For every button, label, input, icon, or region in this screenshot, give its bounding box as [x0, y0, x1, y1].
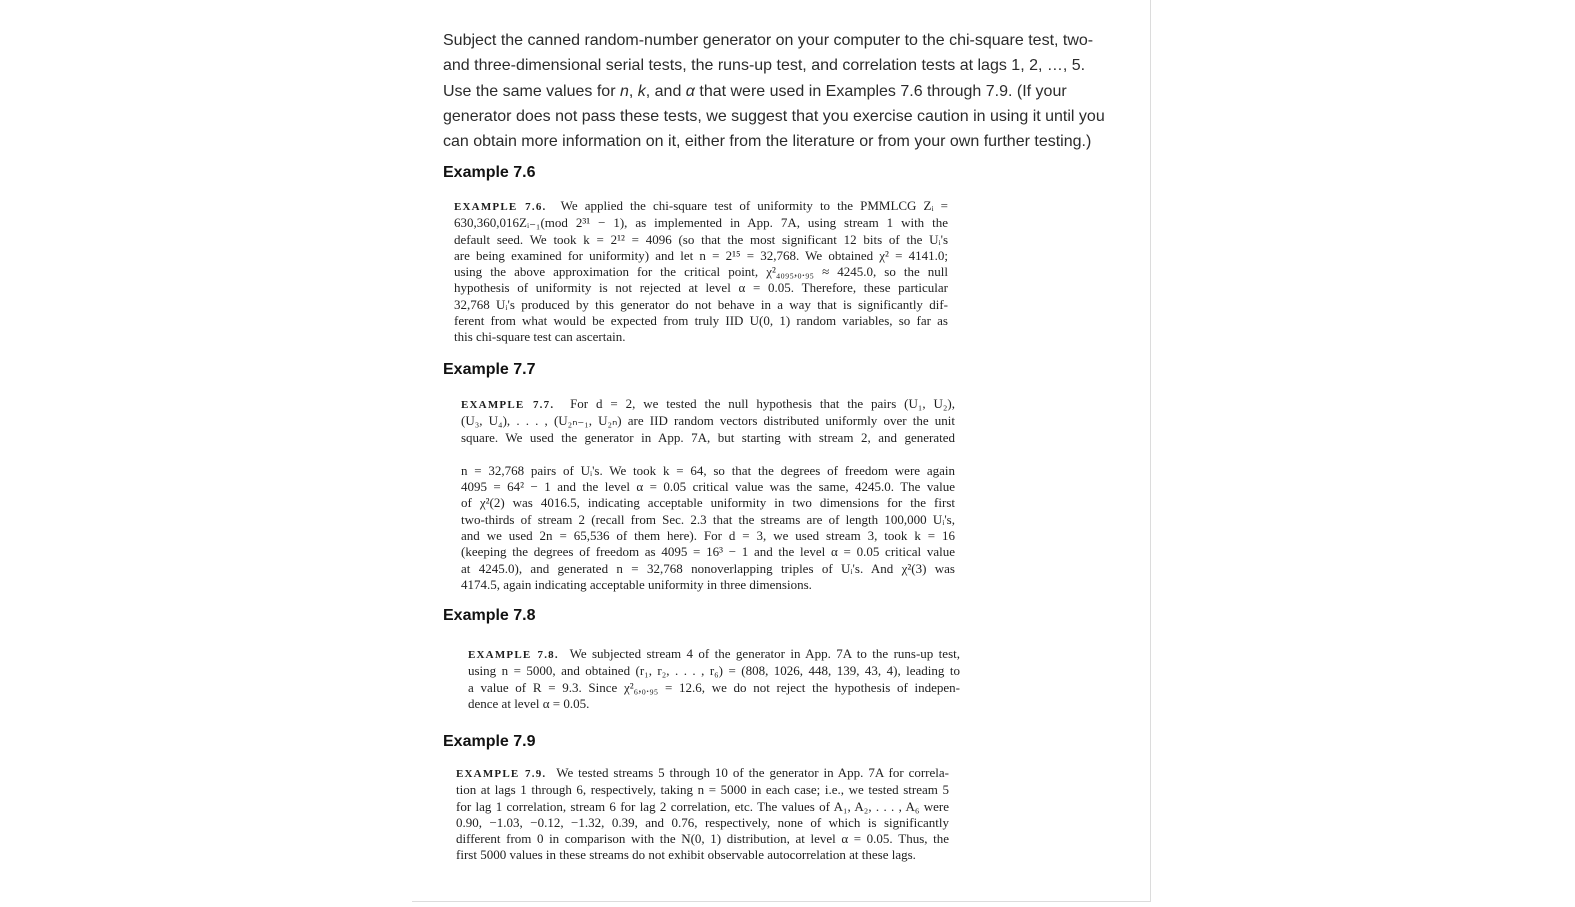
excerpt-line: 32,768 Uᵢ's produced by this generator do not behave in a way that is significantly dif- — [454, 296, 948, 312]
example-7-9-heading: Example 7.9 — [443, 733, 536, 750]
excerpt-line: n = 32,768 pairs of Uᵢ's. We took k = 64, so that the degrees of freedom were again — [461, 462, 955, 478]
excerpt-line: this chi-square test can ascertain. — [454, 329, 626, 345]
example-7-6-excerpt — [454, 198, 948, 346]
excerpt-line: 4174.5, again indicating acceptable uniformity in three dimensions. — [461, 576, 812, 592]
excerpt-line: (keeping the degrees of freedom as 4095 = 16³ − 1 and the level α = 0.05 critical value — [461, 544, 955, 560]
excerpt-line: of χ²(2) was 4016.5, indicating acceptable uniformity in two dimensions for the first — [461, 495, 955, 511]
excerpt-line: for lag 1 correlation, stream 6 for lag 2 correlation, etc. The values of A₁, A₂, . . . , A₆ were — [456, 798, 949, 814]
excerpt-line: first 5000 values in these streams do not exhibit observable autocorrelation at these lags. — [456, 847, 916, 863]
excerpt-line: are being examined for uniformity) and let n = 2¹⁵ = 32,768. We obtained χ² = 4141.0; — [454, 247, 948, 263]
excerpt-line: tion at lags 1 through 6, respectively, taking n = 5000 in each case; i.e., we tested stream 5 — [456, 782, 949, 798]
excerpt-line: dence at level α = 0.05. — [468, 695, 590, 711]
excerpt-line: (U₃, U₄), . . . , (U₂ₙ₋₁, U₂ₙ) are IID random vectors distributed uniformly over the unit — [461, 413, 955, 429]
example-7-7-heading: Example 7.7 — [443, 361, 536, 378]
excerpt-line: a value of R = 9.3. Since χ²₆,₀.₉₅ = 12.6, we do not reject the hypothesis of indepen- — [468, 679, 960, 695]
excerpt-line: square. We used the generator in App. 7A, but starting with stream 2, and generated — [461, 429, 955, 445]
example-7-7-excerpt — [461, 396, 955, 593]
excerpt-line: EXAMPLE 7.7. For d = 2, we tested the null hypothesis that the pairs (U₁, U₂), — [461, 396, 956, 411]
excerpt-line: different from 0 in comparison with the N(0, 1) distribution, at level α = 0.05. Thus, the — [456, 831, 949, 847]
excerpt-line: using n = 5000, and obtained (r₁, r₂, . . . , r₆) = (808, 1026, 448, 139, 43, 4), leading to — [468, 663, 960, 679]
excerpt-line: 4095 = 64² − 1 and the level α = 0.05 critical value was the same, 4245.0. The value — [461, 479, 955, 495]
excerpt-line: 0.90, −1.03, −0.12, −1.32, 0.39, and 0.76, respectively, none of which is significantly — [456, 814, 949, 830]
excerpt-line: EXAMPLE 7.8. We subjected stream 4 of the generator in App. 7A to the runs-up test, — [468, 646, 960, 661]
example-7-8-heading: Example 7.8 — [443, 607, 536, 624]
example-7-9-excerpt — [456, 765, 949, 864]
excerpt-line: ferent from what would be expected from truly IID U(0, 1) random variables, so far as — [454, 313, 948, 329]
example-7-8-excerpt — [468, 646, 960, 712]
excerpt-line: two-thirds of stream 2 (recall from Sec. 2.3 that the streams are of length 100,000 Uᵢ's, — [461, 511, 955, 527]
exercise-text: Subject the canned random-number generator on your computer to the chi-square test, two-and three-dimensional serial tests, the runs-up test, and correlation tests at lags 1, 2, …, 5. Use the same values for n, k, and α that were used in Examples 7.6 through 7.9. (If your generator does not pass these tests, we suggest that you exercise caution in using it until you can obtain more information on it, either from the literature or from your own further testing.) — [443, 32, 1105, 151]
excerpt-line: hypothesis of uniformity is not rejected at level α = 0.05. Therefore, these particular — [454, 280, 948, 296]
example-7-6-heading: Example 7.6 — [443, 164, 536, 181]
excerpt-line: EXAMPLE 7.9. We tested streams 5 through 10 of the generator in App. 7A for correla- — [456, 765, 949, 780]
excerpt-line: using the above approximation for the critical point, χ²₄₀₉₅,₀.₉₅ ≈ 4245.0, so the null — [454, 264, 948, 280]
excerpt-gap — [461, 446, 955, 463]
excerpt-line: 630,360,016Zᵢ₋₁(mod 2³¹ − 1), as implemented in App. 7A, using stream 1 with the — [454, 215, 948, 231]
excerpt-line: at 4245.0), and generated n = 32,768 nonoverlapping triples of Uᵢ's. And χ²(3) was — [461, 560, 955, 576]
excerpt-line: default seed. We took k = 2¹² = 4096 (so that the most significant 12 bits of the Uᵢ's — [454, 231, 948, 247]
excerpt-line: EXAMPLE 7.6. We applied the chi-square test of uniformity to the PMMLCG Zᵢ = — [454, 198, 948, 213]
excerpt-line: and we used 2n = 65,536 of them here). For d = 3, we used stream 3, took k = 16 — [461, 528, 955, 544]
